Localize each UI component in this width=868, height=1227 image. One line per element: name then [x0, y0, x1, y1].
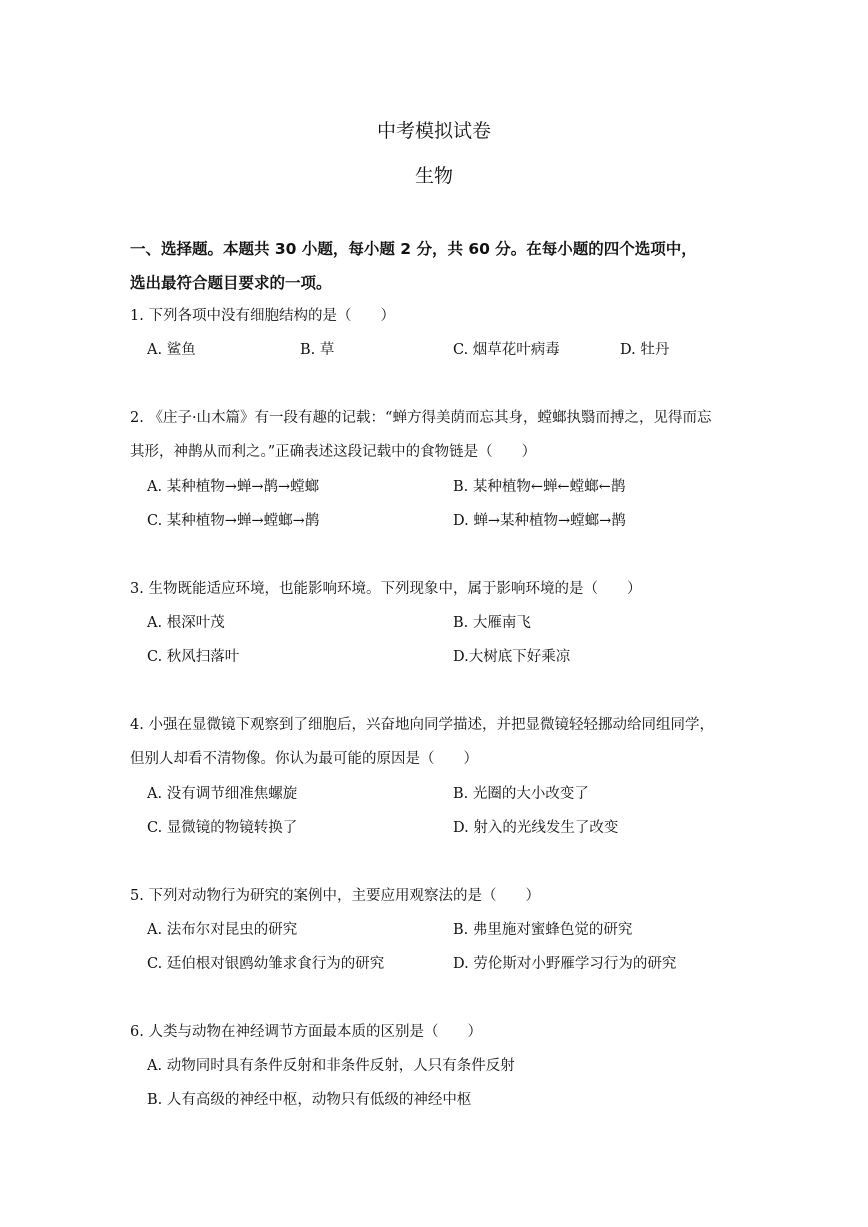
option-d: D.大树底下好乘凉 [453, 649, 571, 665]
option-a: A. 法布尔对昆虫的研究 [147, 922, 298, 938]
option-b: B. 草 [300, 342, 335, 358]
option-c: C. 显微镜的物镜转换了 [147, 820, 298, 836]
section-heading [130, 232, 750, 300]
option-b: B. 人有高级的神经中枢，动物只有低级的神经中枢 [147, 1092, 472, 1108]
exam-subject: 生物 [414, 165, 453, 187]
option-a: A. 动物同时具有条件反射和非条件反射，人只有条件反射 [147, 1058, 515, 1074]
question-6 [130, 1015, 750, 1049]
option-b: B. 弗里施对蜜蜂色觉的研究 [453, 922, 633, 938]
option-a: A. 根深叶茂 [147, 615, 225, 631]
question-1 [130, 299, 750, 333]
option-d: D. 劳伦斯对小野雁学习行为的研究 [453, 956, 677, 972]
option-b: B. 大雁南飞 [453, 615, 531, 631]
option-b: B. 光圈的大小改变了 [453, 786, 589, 802]
section-heading-line: 选出最符合题目要求的一项。 [130, 274, 332, 292]
option-a: A. 没有调节细准焦螺旋 [147, 786, 298, 802]
option-c: C. 烟草花叶病毒 [453, 342, 560, 358]
question-stem: 但别人却看不清物像。你认为最可能的原因是（ ） [130, 751, 478, 767]
question-stem: 3. 生物既能适应环境，也能影响环境。下列现象中，属于影响环境的是（ ） [130, 581, 642, 597]
question-4 [130, 708, 750, 776]
question-3 [130, 572, 750, 606]
option-d: D. 牡丹 [620, 342, 670, 358]
exam-title: 中考模拟试卷 [376, 120, 491, 142]
option-d: D. 射入的光线发生了改变 [453, 820, 619, 836]
question-stem: 4. 小强在显微镜下观察到了细胞后，兴奋地向同学描述，并把显微镜轻轻挪动给同组同学， [130, 717, 714, 733]
option-a: A. 某种植物→蝉→鹊→螳螂 [147, 479, 320, 495]
option-c: C. 秋风扫落叶 [147, 649, 240, 665]
option-b: B. 某种植物←蝉←螳螂←鹊 [453, 479, 626, 495]
option-c: C. 某种植物→蝉→螳螂→鹊 [147, 513, 320, 529]
question-stem: 2. 《庄子·山木篇》有一段有趣的记载：“蝉方得美荫而忘其身，螳螂执翳而搏之，见得而忘 [130, 410, 712, 426]
option-c: C. 廷伯根对银鸥幼雏求食行为的研究 [147, 956, 385, 972]
option-a: A. 鲨鱼 [147, 342, 196, 358]
question-stem: 5. 下列对动物行为研究的案例中，主要应用观察法的是（ ） [130, 888, 540, 904]
question-stem: 6. 人类与动物在神经调节方面最本质的区别是（ ） [130, 1024, 482, 1040]
question-stem: 1. 下列各项中没有细胞结构的是（ ） [130, 308, 395, 324]
option-d: D. 蝉→某种植物→螳螂→鹊 [453, 513, 626, 529]
section-heading-line: 一、选择题。本题共 30 小题，每小题 2 分，共 60 分。在每小题的四个选项中， [130, 240, 697, 258]
question-2 [130, 401, 750, 469]
question-stem: 其形，神鹊从而利之。”正确表述这段记载中的食物链是（ ） [130, 444, 537, 460]
question-5 [130, 879, 750, 913]
